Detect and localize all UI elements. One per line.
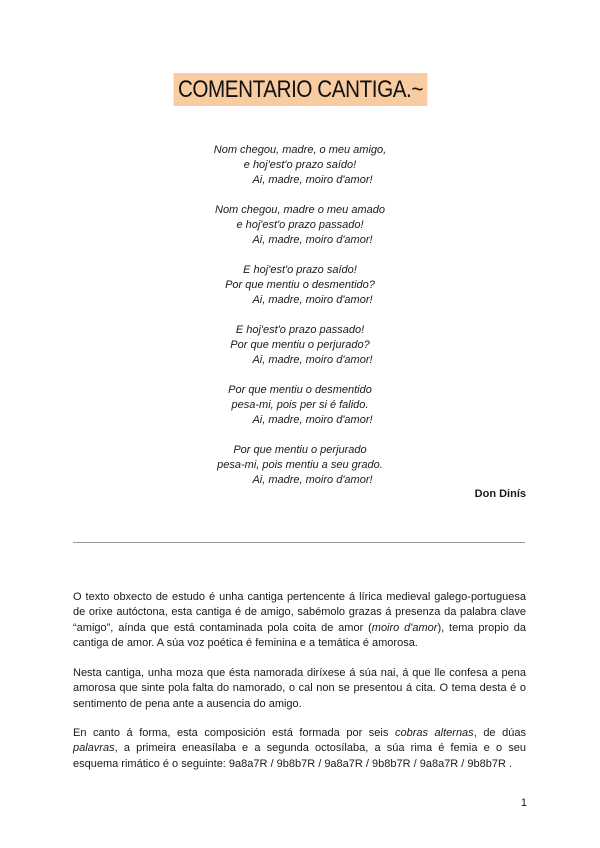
poem-refrain: Ai, madre, moiro d'amor! bbox=[252, 174, 373, 186]
poem-author: Don Dinís bbox=[474, 488, 526, 500]
poem-line: Por que mentiu o desmentido bbox=[228, 384, 372, 396]
poem-stanza bbox=[150, 143, 450, 188]
poem-line: Nom chegou, madre o meu amado bbox=[215, 204, 385, 216]
poem-refrain: Ai, madre, moiro d'amor! bbox=[252, 414, 373, 426]
title-container bbox=[0, 73, 600, 106]
horizontal-divider bbox=[73, 542, 525, 543]
poem-line: pesa-mi, pois mentiu a seu grado. bbox=[217, 459, 383, 471]
document-title: COMENTARIO CANTIGA.~ bbox=[173, 73, 427, 106]
poem-line: pesa-mi, pois per si é falido. bbox=[231, 399, 369, 411]
paragraph-theme: Nesta cantiga, unha moza que ésta namorada diríxese á súa nai, á que lle confesa a pena amorosa que sinte pola falta do namorado, o cal non se presentou á cita. O tema desta é o sentimento de pena ante a ausencia do amigo. bbox=[73, 667, 526, 710]
poem bbox=[150, 143, 450, 503]
poem-stanza bbox=[150, 263, 450, 308]
poem-stanza bbox=[150, 443, 450, 488]
paragraph-intro bbox=[73, 590, 526, 651]
poem-line: Por que mentiu o desmentido? bbox=[225, 279, 375, 291]
paragraph-emphasis: moiro d'amor bbox=[371, 621, 438, 634]
page-number: 1 bbox=[520, 797, 527, 809]
poem-line: E hoj'est'o prazo passado! bbox=[235, 324, 365, 336]
paragraph-form bbox=[73, 726, 526, 772]
poem-stanza bbox=[150, 383, 450, 428]
poem-line: Por que mentiu o perjurado? bbox=[230, 339, 370, 351]
poem-stanza bbox=[150, 203, 450, 248]
paragraph-text: , de dúas bbox=[473, 727, 526, 739]
poem-line: e hoj'est'o prazo saído! bbox=[243, 159, 357, 171]
paragraph-emphasis: palavras bbox=[73, 742, 115, 755]
poem-refrain: Ai, madre, moiro d'amor! bbox=[252, 294, 373, 306]
poem-line: Por que mentiu o perjurado bbox=[233, 444, 367, 456]
poem-line: e hoj'est'o prazo passado! bbox=[236, 219, 364, 231]
paragraph-text: En canto á forma, esta composición está formada por seis bbox=[73, 727, 395, 739]
poem-line: Nom chegou, madre, o meu amigo, bbox=[213, 144, 387, 156]
paragraph-text: O texto obxecto de estudo é unha cantiga pertencente á lírica medieval galego-portuguesa de orixe autóctona, esta cantiga é de amigo, sabémolo grazas á presenza da palabra clave “amigo”, aínda que está contaminada pola coita de amor ( bbox=[73, 591, 526, 634]
poem-refrain: Ai, madre, moiro d'amor! bbox=[252, 474, 373, 486]
paragraph-text: , a primeira eneasílaba e a segunda octosílaba, a súa rima é femia e o seu esquema rimático é o seguinte: 9a8a7R / 9b8b7R / 9a8a7R / 9b8b7R / 9a8a7R / 9b8b7R . bbox=[73, 742, 526, 770]
poem-refrain: Ai, madre, moiro d'amor! bbox=[252, 354, 373, 366]
poem-stanza bbox=[150, 323, 450, 368]
poem-line: E hoj'est'o prazo saído! bbox=[243, 264, 357, 276]
poem-refrain: Ai, madre, moiro d'amor! bbox=[252, 234, 373, 246]
paragraph-text: ), tema propio da cantiga de amor. A súa voz poética é feminina e a temática é amorosa. bbox=[73, 621, 527, 649]
paragraph-emphasis: cobras alternas bbox=[394, 727, 474, 739]
